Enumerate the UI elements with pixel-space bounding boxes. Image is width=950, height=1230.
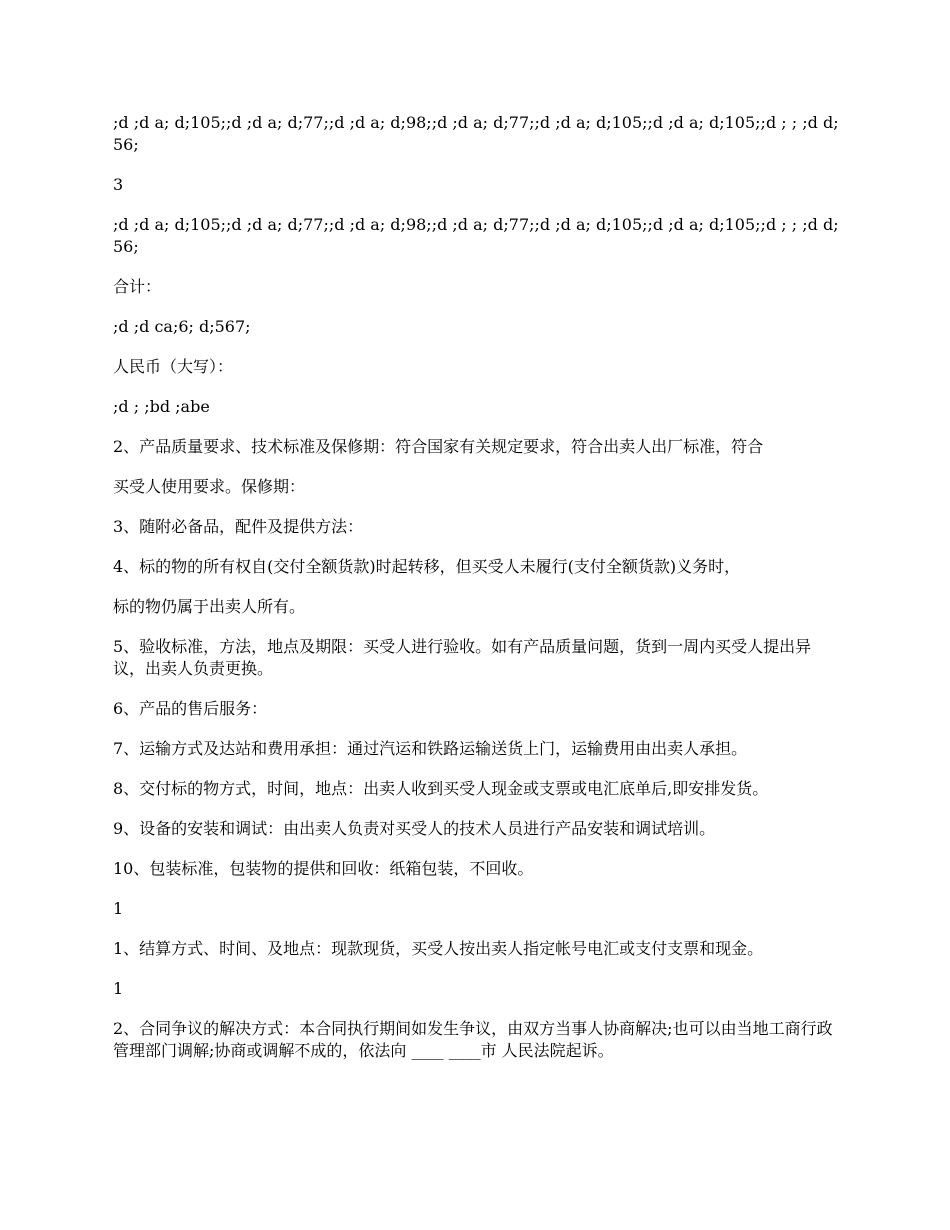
total-value: ;d ;d ca;6; d;567;	[113, 317, 251, 336]
clause-settlement: 1、结算方式、时间、及地点：现款现货，买受人按出卖人指定帐号电汇或支付支票和现金。	[113, 939, 764, 958]
section-number: 1	[113, 979, 124, 998]
row-number: 3	[113, 175, 124, 194]
clause-quality: 2、产品质量要求、技术标准及保修期：符合国家有关规定要求，符合出卖人出厂标准，符合	[113, 437, 764, 456]
clause-transport: 7、运输方式及达站和费用承担：通过汽运和铁路运输送货上门，运输费用由出卖人承担。	[113, 739, 748, 758]
clause-after-sales: 6、产品的售后服务：	[113, 699, 268, 718]
rmb-uppercase-label: 人民币（大写）：	[113, 357, 234, 376]
clause-installation: 9、设备的安装和调试：由出卖人负责对买受人的技术人员进行产品安装和调试培训。	[113, 819, 716, 838]
product-row-line: ;d ;d a; d;105;;d ;d a; d;77;;d ;d a; d;98;;d ;d a; d;77;;d ;d a; d;105;;d ;d a; d;105;;d ; ; ;d d;56;	[113, 113, 839, 154]
clause-accessories: 3、随附必备品，配件及提供方法：	[113, 517, 364, 536]
clause-acceptance: 5、验收标准，方法，地点及期限：买受人进行验收。如有产品质量问题，货到一周内买受人提出异议，出卖人负责更换。	[113, 637, 812, 678]
clause-quality-continued: 买受人使用要求。保修期：	[113, 477, 306, 496]
section-number: 1	[113, 899, 124, 918]
clause-ownership: 4、标的物的所有权自(交付全额货款)时起转移，但买受人未履行(支付全额货款)义务时，	[113, 557, 741, 576]
clause-packaging: 10、包装标准，包装物的提供和回收：纸箱包装，不回收。	[113, 859, 534, 878]
document-body	[113, 112, 843, 1080]
product-row-line: ;d ;d a; d;105;;d ;d a; d;77;;d ;d a; d;98;;d ;d a; d;77;;d ;d a; d;105;;d ;d a; d;105;;d ; ; ;d d;56;	[113, 215, 839, 256]
clause-delivery: 8、交付标的物方式，时间，地点：出卖人收到买受人现金或支票或电汇底单后,即安排发货。	[113, 779, 769, 798]
total-label: 合计：	[113, 277, 162, 296]
clause-ownership-continued: 标的物仍属于出卖人所有。	[113, 597, 306, 616]
clause-dispute: 2、合同争议的解决方式：本合同执行期间如发生争议，由双方当事人协商解决;也可以由当地工商行政管理部门调解;协商或调解不成的，依法向 ____ ____市 人民法院起诉。	[113, 1019, 833, 1060]
rmb-uppercase-value: ;d ; ;bd ;abe	[113, 397, 210, 416]
